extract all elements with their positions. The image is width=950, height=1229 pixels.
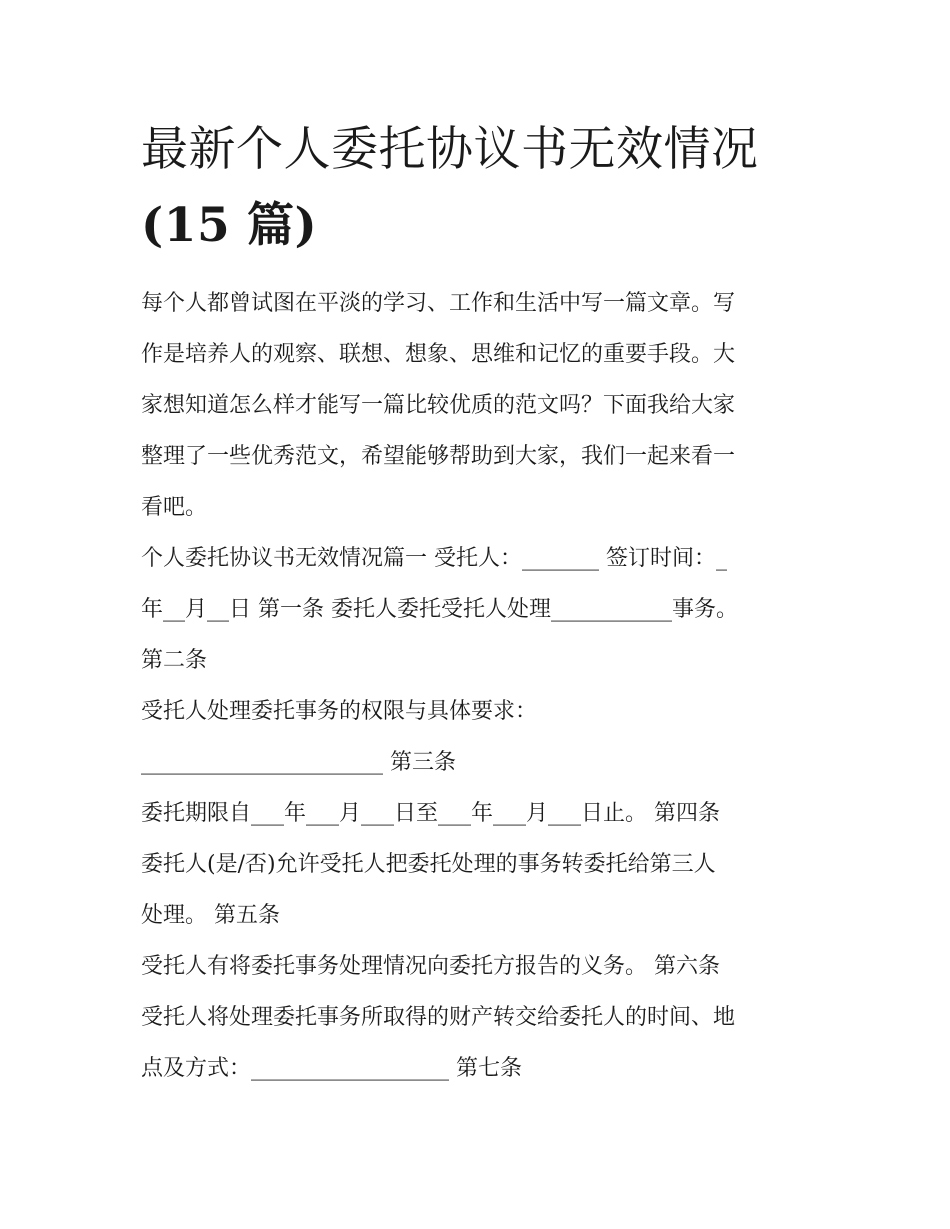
section-line: ______________________ 第三条 [141,750,456,775]
document-body [141,278,821,1094]
section-line: 受托人处理委托事务的权限与具体要求： [141,699,538,724]
document-page [141,112,821,1094]
title-line-2: (15 篇) [141,198,318,253]
intro-line: 整理了一些优秀范文，希望能够帮助到大家，我们一起来看一 [141,444,736,469]
section-line: 个人委托协议书无效情况篇一 受托人：_______ 签订时间：_ [141,546,727,571]
document-title [141,112,821,264]
agreement-section [141,533,821,1094]
intro-paragraph [141,278,821,533]
intro-line: 每个人都曾试图在平淡的学习、工作和生活中写一篇文章。写 [141,291,736,316]
section-line: 委托人(是/否)允许受托人把委托处理的事务转委托给第三人 [141,852,716,877]
title-line-1: 最新个人委托协议书无效情况 [141,122,759,177]
section-line: 处理。 第五条 [141,903,280,928]
intro-line: 作是培养人的观察、联想、想象、思维和记忆的重要手段。大 [141,342,736,367]
intro-line: 家想知道怎么样才能写一篇比较优质的范文吗？下面我给大家 [141,393,736,418]
section-line: 受托人有将委托事务处理情况向委托方报告的义务。 第六条 [141,954,720,979]
section-line: 委托期限自___年___月___日至___年___月___日止。 第四条 [141,801,720,826]
section-line: 受托人将处理委托事务所取得的财产转交给委托人的时间、地 [141,1005,736,1030]
section-line: 第二条 [141,648,208,673]
section-line: 年__月__日 第一条 委托人委托受托人处理___________事务。 [141,597,738,622]
section-line: 点及方式：__________________ 第七条 [141,1056,522,1081]
intro-line: 看吧。 [141,495,208,520]
